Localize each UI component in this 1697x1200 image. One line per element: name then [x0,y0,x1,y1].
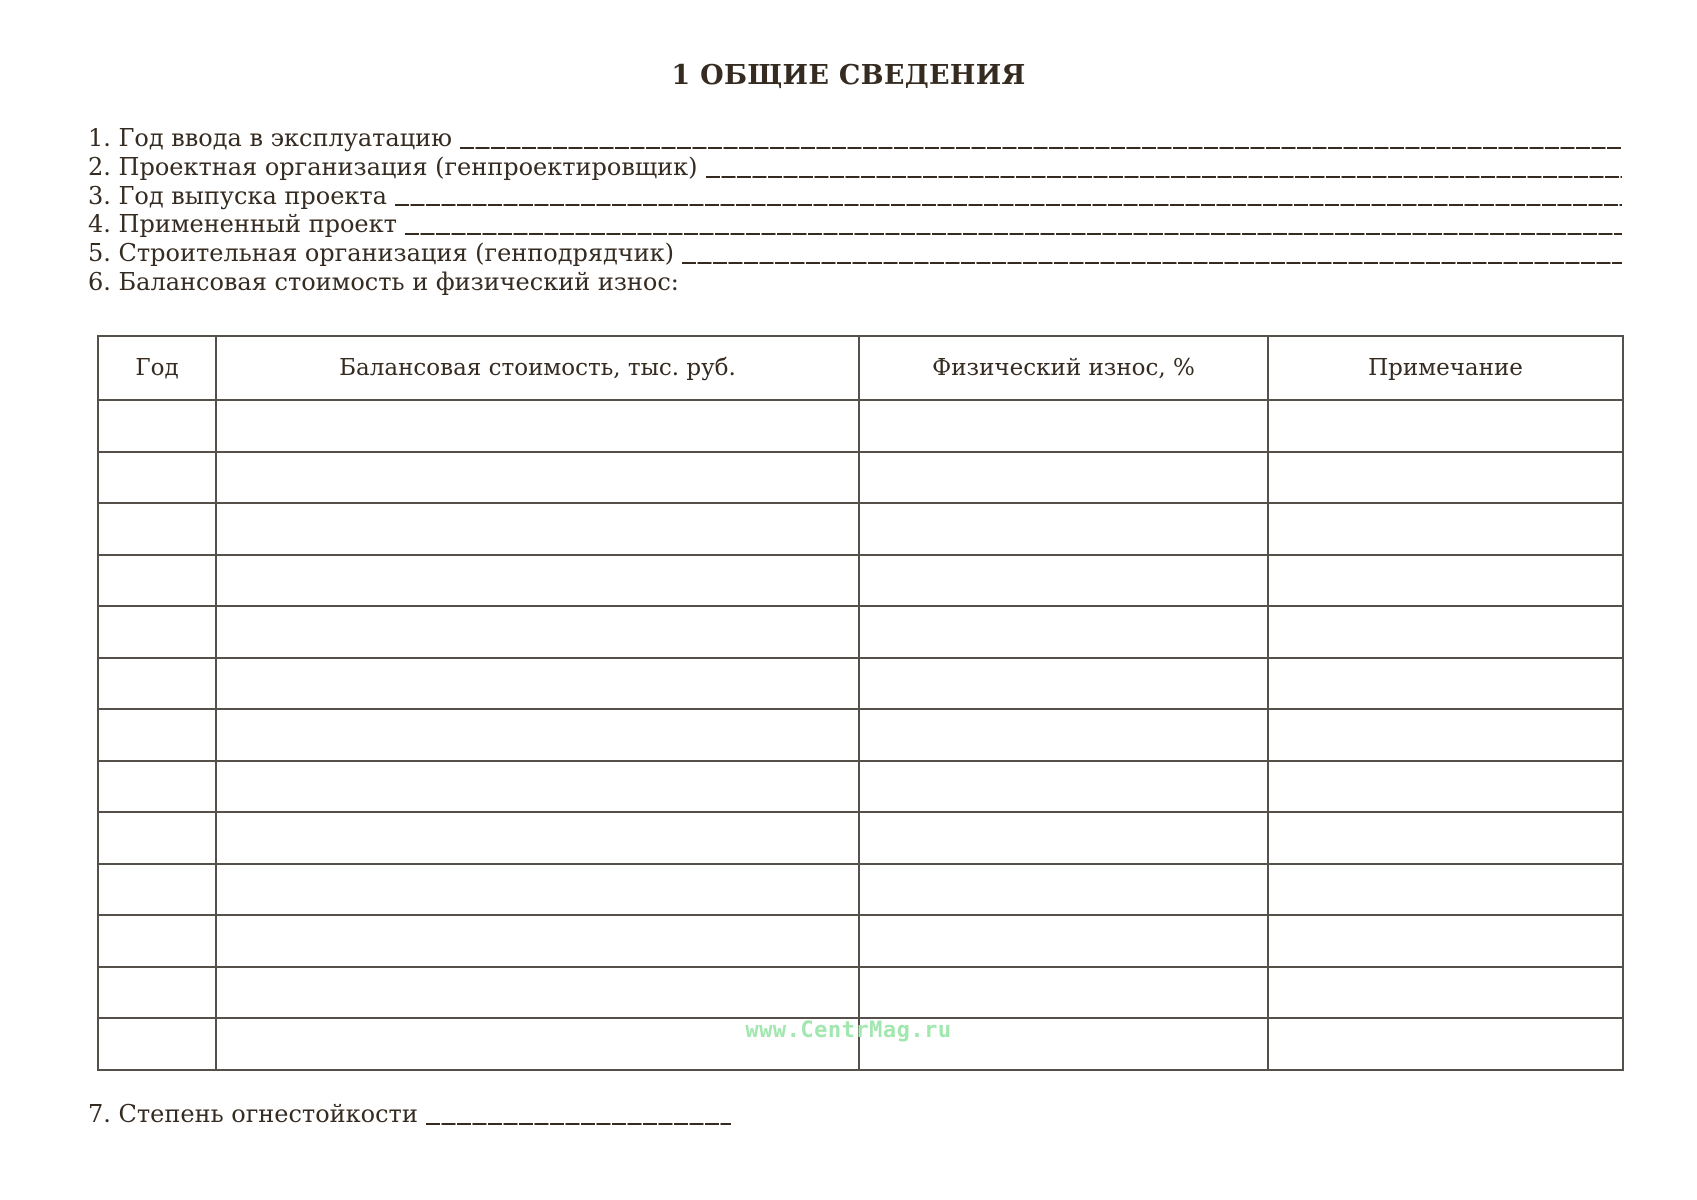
table-header-row [98,336,1623,400]
table-cell [98,658,216,710]
table-cell [859,452,1268,504]
field-label: 6. Балансовая стоимость и физический износ: [88,267,679,296]
table-cell [216,812,859,864]
column-header: Примечание [1268,336,1623,400]
table-cell [1268,915,1623,967]
table-cell [98,915,216,967]
table-cell [1268,709,1623,761]
table-row [98,761,1623,813]
table-cell [859,709,1268,761]
table-cell [216,658,859,710]
table-cell [859,761,1268,813]
table-cell [216,452,859,504]
fill-in-line [460,147,1622,149]
table-cell [98,452,216,504]
table-row [98,503,1623,555]
column-header: Физический износ, % [859,336,1268,400]
fill-in-line [706,176,1622,178]
field-label: 7. Степень огнестойкости [88,1100,418,1128]
field-row [88,210,1622,239]
field-label: 1. Год ввода в эксплуатацию [88,124,453,152]
fill-in-line [426,1123,731,1125]
table-row [98,915,1623,967]
table-cell [1268,761,1623,813]
field-row [88,239,1622,268]
field-row [88,153,1622,182]
table-row [98,658,1623,710]
fields-list [88,124,1622,297]
field-row [88,124,1622,153]
table-cell [859,658,1268,710]
table-cell [859,606,1268,658]
table-cell [98,555,216,607]
table-cell [859,555,1268,607]
table-cell [859,915,1268,967]
table-cell [1268,452,1623,504]
table-row [98,709,1623,761]
table-cell [1268,606,1623,658]
table-cell [1268,400,1623,452]
table-cell [98,709,216,761]
table-cell [98,812,216,864]
table-cell [216,967,859,1019]
table-row [98,864,1623,916]
balance-table-wrap [97,335,1624,1071]
table-cell [216,761,859,813]
table-cell [216,400,859,452]
page-title: 1 ОБЩИЕ СВЕДЕНИЯ [671,60,1026,91]
fill-in-line [395,204,1622,206]
balance-table [97,335,1624,1071]
table-cell [1268,658,1623,710]
table-cell [859,503,1268,555]
table-cell [216,503,859,555]
table-row [98,400,1623,452]
fill-in-line [682,262,1622,264]
table-cell [216,555,859,607]
table-cell [216,709,859,761]
column-header: Год [98,336,216,400]
field-row [88,268,1622,297]
table-cell [98,967,216,1019]
table-cell [1268,864,1623,916]
field-label: 3. Год выпуска проекта [88,181,387,210]
table-body [98,400,1623,1070]
field-row-fire-resistance [88,1100,731,1129]
table-cell [98,761,216,813]
field-label: 2. Проектная организация (генпроектировщик) [88,152,698,181]
table-cell [1268,503,1623,555]
field-row [88,182,1622,211]
table-cell [1268,555,1623,607]
table-cell [98,864,216,916]
table-row [98,967,1623,1019]
fill-in-line [405,233,1622,235]
table-cell [98,1018,216,1070]
watermark: www.CentrMag.ru [745,1018,952,1043]
table-cell [859,400,1268,452]
table-cell [98,400,216,452]
table-cell [1268,967,1623,1019]
table-cell [216,606,859,658]
table-cell [98,503,216,555]
column-header: Балансовая стоимость, тыс. руб. [216,336,859,400]
table-row [98,452,1623,504]
table-row [98,555,1623,607]
field-label: 4. Примененный проект [88,210,397,239]
table-cell [859,864,1268,916]
table-row [98,812,1623,864]
table-cell [98,606,216,658]
table-cell [1268,812,1623,864]
table-cell [216,864,859,916]
field-label: 5. Строительная организация (генподрядчик) [88,239,674,268]
table-cell [859,967,1268,1019]
table-cell [1268,1018,1623,1070]
table-cell [859,812,1268,864]
table-cell [216,915,859,967]
table-row [98,606,1623,658]
